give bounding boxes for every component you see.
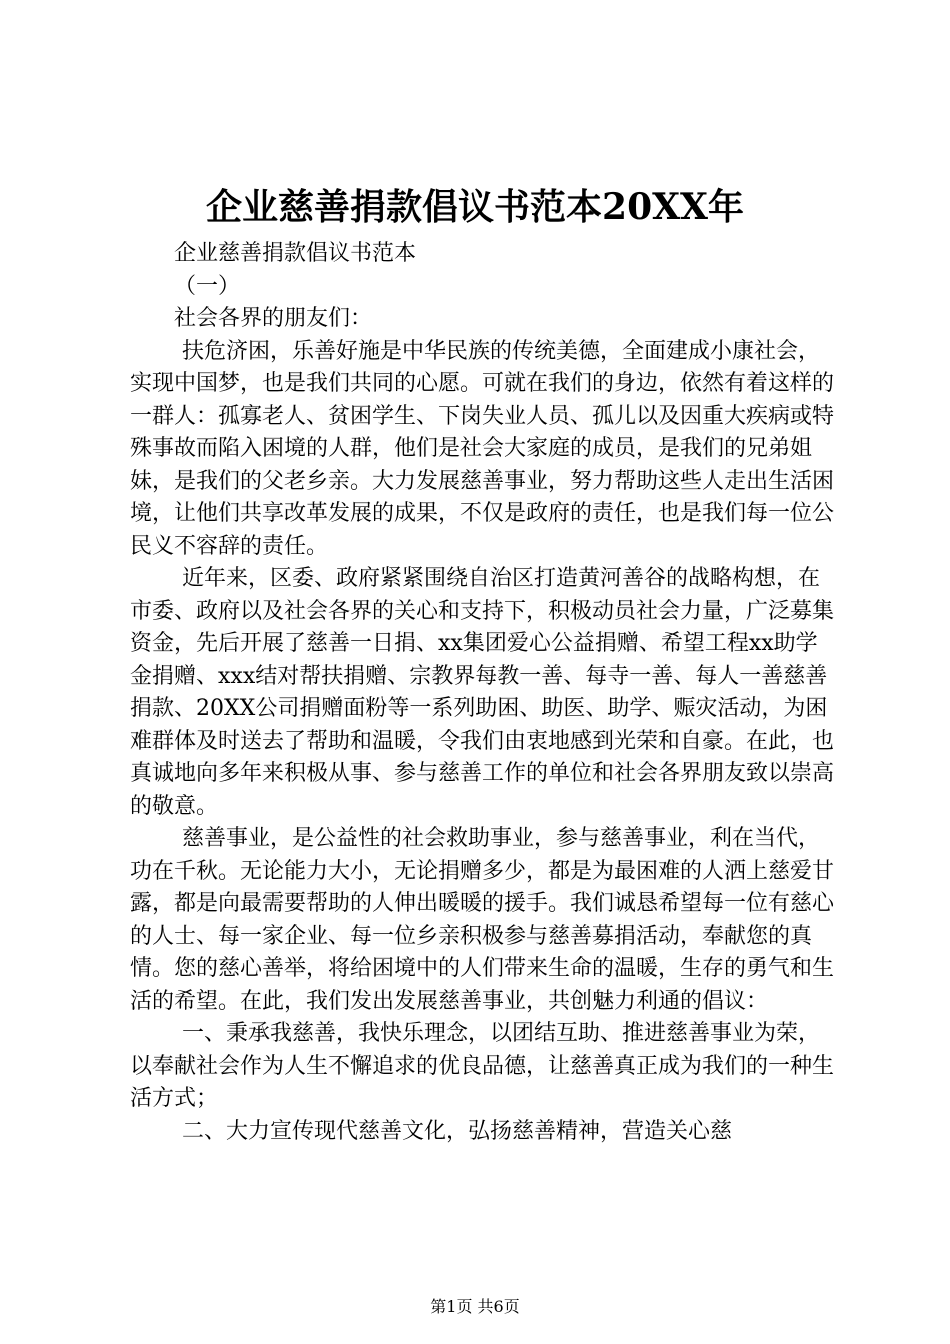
paragraph: 近年来，区委、政府紧紧围绕自治区打造黄河善谷的战略构想，在市委、政府以及社会各界的关心和支持下，积极动员社会力量，广泛募集资金，先后开展了慈善一日捐、xx集团爱心公益捐赠、希望工程xx助学金捐赠、xxx结对帮扶捐赠、宗教界每教一善、每寺一善、每人一善慈善捐款、20XX公司捐赠面粉等一系列助困、助医、助学、赈灾活动，为困难群体及时送去了帮助和温暖，令我们由衷地感到光荣和自豪。在此，也真诚地向多年来积极从事、参与慈善工作的单位和社会各界朋友致以崇高的敬意。 xyxy=(130,566,835,819)
document-subtitle: 企业慈善捐款倡议书范本 xyxy=(174,241,417,266)
paragraph: 扶危济困，乐善好施是中华民族的传统美德，全面建成小康社会，实现中国梦，也是我们共同的心愿。可就在我们的身边，依然有着这样的一群人：孤寡老人、贫困学生、下岗失业人员、孤儿以及因重大疾病或特殊事故而陷入困境的人群，他们是社会大家庭的成员，是我们的兄弟姐妹，是我们的父老乡亲。大力发展慈善事业，努力帮助这些人走出生活困境，让他们共享改革发展的成果，不仅是政府的责任，也是我们每一位公民义不容辞的责任。 xyxy=(130,338,835,559)
document-title: 企业慈善捐款倡议书范本20XX年 xyxy=(206,186,744,228)
paragraph: 二、大力宣传现代慈善文化，弘扬慈善精神，营造关心慈 xyxy=(182,1118,733,1144)
document-body xyxy=(130,238,835,1148)
paragraph: 一、秉承我慈善，我快乐理念，以团结互助、推进慈善事业为荣，以奉献社会作为人生不懈追求的优良品德，让慈善真正成为我们的一种生活方式； xyxy=(130,1021,835,1111)
page-footer: 第1页 共6页 xyxy=(430,1297,520,1316)
salutation: 社会各界的朋友们： xyxy=(174,306,373,331)
section-number: （一） xyxy=(174,273,241,299)
paragraph: 慈善事业，是公益性的社会救助事业，参与慈善事业，利在当代，功在千秋。无论能力大小，无论捐赠多少，都是为最困难的人洒上慈爱甘露，都是向最需要帮助的人伸出暖暖的援手。我们诚恳希望每一位有慈心的人士、每一家企业、每一位乡亲积极参与慈善募捐活动，奉献您的真情。您的慈心善举，将给困境中的人们带来生命的温暖，生存的勇气和生活的希望。在此，我们发出发展慈善事业，共创魅力利通的倡议： xyxy=(130,826,835,1014)
